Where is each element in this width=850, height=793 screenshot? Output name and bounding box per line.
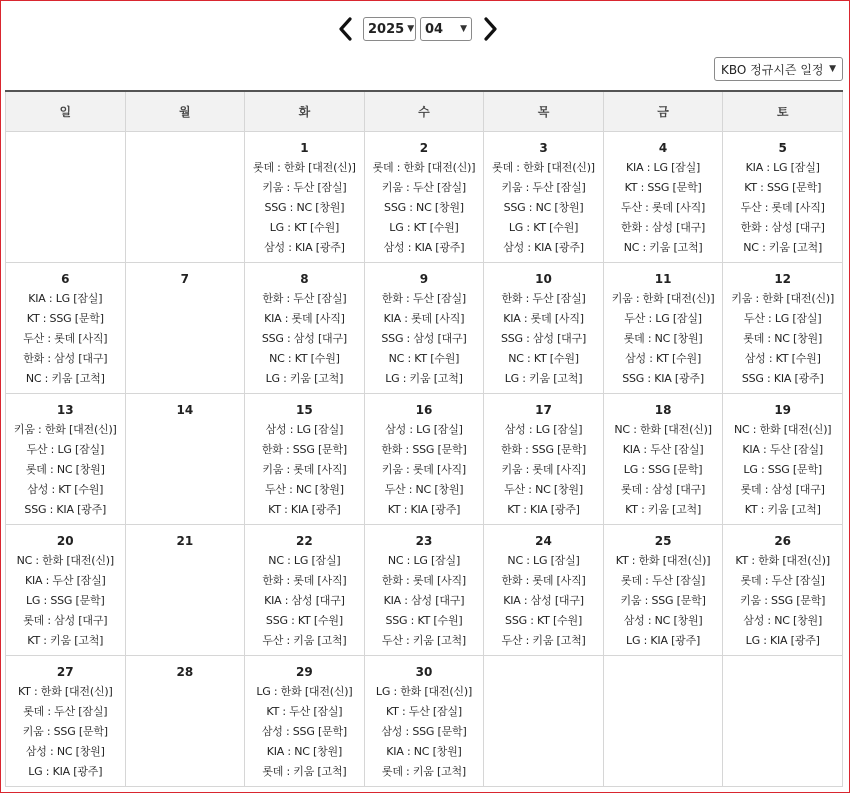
game-matchup: NC : LG [잠실]: [268, 553, 341, 567]
day-number: 27: [56, 664, 74, 679]
game-matchup: 삼성 : NC [창원]: [623, 613, 703, 627]
game-matchup: 두산 : 롯데 [사직]: [740, 200, 825, 214]
game-matchup: 롯데 : 한화 [대전(신)]: [492, 160, 595, 174]
day-number: 6: [61, 271, 70, 286]
game-matchup: 키움 : SSG [문학]: [740, 593, 826, 607]
calendar-day-cell: [723, 524, 843, 655]
game-matchup: 삼성 : LG [잠실]: [504, 422, 583, 436]
game-matchup: 삼성 : LG [잠실]: [265, 422, 344, 436]
game-matchup: 두산 : NC [창원]: [265, 482, 344, 496]
game-matchup: 키움 : 롯데 [사직]: [262, 462, 347, 476]
game-matchup: 한화 : 두산 [잠실]: [501, 291, 586, 305]
game-matchup: 삼성 : KT [수원]: [744, 351, 821, 365]
calendar-week-row: [6, 393, 843, 524]
calendar-day-cell: [484, 262, 604, 393]
day-number: 20: [56, 533, 74, 548]
game-matchup: KIA : 두산 [잠실]: [622, 442, 704, 456]
chevron-down-icon: ▼: [407, 24, 415, 34]
day-number: 13: [56, 402, 74, 417]
game-matchup: NC : KT [수원]: [269, 351, 340, 365]
game-matchup: SSG : 삼성 [대구]: [381, 331, 467, 345]
calendar-day-cell: [364, 524, 484, 655]
game-matchup: 키움 : 롯데 [사직]: [501, 462, 586, 476]
day-number: 19: [774, 402, 792, 417]
game-matchup: 롯데 : 키움 [고척]: [262, 764, 347, 778]
weekday-header-wed: 수: [364, 91, 484, 131]
game-matchup: KIA : 삼성 [대구]: [503, 593, 584, 607]
day-number: 4: [658, 140, 668, 155]
game-matchup: 두산 : LG [잠실]: [743, 311, 822, 325]
game-matchup: 한화 : SSG [문학]: [381, 442, 467, 456]
game-matchup: SSG : 삼성 [대구]: [261, 331, 347, 345]
game-matchup: 한화 : 두산 [잠실]: [381, 291, 467, 305]
calendar-day-cell: [245, 655, 365, 786]
day-number: 11: [654, 271, 672, 286]
game-matchup: NC : KT [수원]: [388, 351, 460, 365]
game-matchup: KIA : LG [잠실]: [626, 160, 701, 174]
calendar-day-cell: [364, 131, 484, 262]
calendar-day-cell: [603, 393, 723, 524]
calendar-day-cell: [6, 262, 126, 393]
day-number: 24: [535, 533, 552, 548]
chevron-down-icon: ▼: [460, 24, 467, 34]
game-matchup: 키움 : SSG [문학]: [620, 593, 706, 607]
game-matchup: NC : 키움 [고척]: [25, 371, 105, 385]
game-matchup: KT : 두산 [잠실]: [266, 704, 343, 718]
weekday-header-sat: 토: [723, 91, 843, 131]
month-navigation: [0, 16, 850, 42]
game-matchup: KIA : 삼성 [대구]: [383, 593, 465, 607]
game-matchup: SSG : KT [수원]: [385, 613, 463, 627]
game-matchup: 두산 : LG [잠실]: [26, 442, 105, 456]
day-number: 14: [176, 402, 194, 417]
day-number: 15: [296, 402, 313, 417]
game-matchup: 두산 : LG [잠실]: [624, 311, 702, 325]
game-matchup: 롯데 : 한화 [대전(신)]: [253, 160, 356, 174]
calendar-empty-cell: [125, 131, 245, 262]
game-matchup: 두산 : 롯데 [사직]: [23, 331, 108, 345]
game-matchup: 키움 : 한화 [대전(신)]: [731, 291, 835, 305]
game-matchup: KT : 한화 [대전(신)]: [735, 553, 830, 567]
game-matchup: 키움 : 두산 [잠실]: [262, 180, 347, 194]
game-matchup: LG : 키움 [고척]: [504, 371, 583, 385]
prev-month-button[interactable]: [335, 16, 357, 42]
game-matchup: 한화 : 롯데 [사직]: [262, 573, 347, 587]
chevron-right-icon: [479, 16, 501, 42]
weekday-header-row: [6, 91, 843, 131]
weekday-header-fri: 금: [603, 91, 723, 131]
game-matchup: KT : SSG [문학]: [744, 180, 822, 194]
calendar-day-cell: [603, 262, 723, 393]
game-matchup: NC : 한화 [대전(신)]: [16, 553, 114, 567]
calendar-day-cell: [125, 655, 245, 786]
game-matchup: 두산 : 키움 [고척]: [381, 633, 467, 647]
game-matchup: 롯데 : 키움 [고척]: [381, 764, 467, 778]
game-matchup: 삼성 : LG [잠실]: [385, 422, 463, 436]
game-matchup: 한화 : 롯데 [사직]: [501, 573, 586, 587]
calendar-table: [5, 90, 843, 787]
game-matchup: SSG : KIA [광주]: [622, 371, 704, 385]
day-number: 3: [539, 140, 548, 155]
game-matchup: 키움 : 두산 [잠실]: [381, 180, 467, 194]
game-matchup: 롯데 : 삼성 [대구]: [621, 482, 706, 496]
game-matchup: NC : LG [잠실]: [507, 553, 580, 567]
day-number: 17: [535, 402, 552, 417]
calendar-day-cell: [245, 393, 365, 524]
calendar-day-cell: [484, 524, 604, 655]
game-matchup: 롯데 : NC [창원]: [743, 331, 823, 345]
game-matchup: KT : SSG [문학]: [624, 180, 702, 194]
game-matchup: KT : KIA [광주]: [387, 502, 461, 516]
day-number: 28: [176, 664, 194, 679]
game-matchup: 삼성 : KT [수원]: [27, 482, 104, 496]
weekday-header-tue: 화: [245, 91, 365, 131]
game-matchup: SSG : KT [수원]: [265, 613, 343, 627]
day-number: 5: [778, 140, 787, 155]
game-matchup: KT : 한화 [대전(신)]: [615, 553, 711, 567]
game-matchup: SSG : KIA [광주]: [741, 371, 824, 385]
day-number: 25: [654, 533, 672, 548]
game-matchup: KT : 두산 [잠실]: [385, 704, 462, 718]
game-matchup: KIA : LG [잠실]: [28, 291, 103, 305]
game-matchup: 롯데 : 두산 [잠실]: [621, 573, 706, 587]
game-matchup: 키움 : 두산 [잠실]: [501, 180, 586, 194]
calendar-week-row: [6, 655, 843, 786]
game-matchup: LG : KT [수원]: [508, 220, 579, 234]
day-number: 23: [415, 533, 433, 548]
game-matchup: 키움 : 한화 [대전(신)]: [13, 422, 117, 436]
day-number: 9: [419, 271, 429, 286]
game-matchup: 삼성 : NC [창원]: [25, 744, 105, 758]
game-matchup: KIA : LG [잠실]: [745, 160, 820, 174]
game-matchup: LG : KIA [광주]: [28, 764, 103, 778]
day-number: 1: [300, 140, 309, 155]
game-matchup: LG : 키움 [고척]: [265, 371, 344, 385]
game-matchup: 삼성 : SSG [문학]: [381, 724, 467, 738]
game-matchup: 롯데 : 두산 [잠실]: [23, 704, 108, 718]
calendar-day-cell: [125, 393, 245, 524]
game-matchup: LG : SSG [문학]: [743, 462, 822, 476]
game-matchup: 키움 : SSG [문학]: [22, 724, 108, 738]
calendar-day-cell: [6, 655, 126, 786]
calendar-day-cell: [484, 393, 604, 524]
game-matchup: LG : SSG [문학]: [25, 593, 105, 607]
calendar-day-cell: [723, 393, 843, 524]
calendar-day-cell: [125, 524, 245, 655]
game-matchup: SSG : KT [수원]: [505, 613, 583, 627]
calendar-week-row: [6, 262, 843, 393]
game-matchup: LG : 키움 [고척]: [385, 371, 463, 385]
chevron-left-icon: [335, 16, 357, 42]
game-matchup: 삼성 : KT [수원]: [625, 351, 702, 365]
game-matchup: 한화 : 삼성 [대구]: [740, 220, 825, 234]
game-matchup: 키움 : 한화 [대전(신)]: [611, 291, 715, 305]
calendar-week-row: [6, 524, 843, 655]
game-matchup: 삼성 : NC [창원]: [743, 613, 823, 627]
game-matchup: 삼성 : KIA [광주]: [503, 240, 584, 254]
game-matchup: KT : KIA [광주]: [507, 502, 580, 516]
day-number: 16: [415, 402, 433, 417]
game-matchup: 삼성 : KIA [광주]: [383, 240, 465, 254]
game-matchup: NC : 키움 [고척]: [743, 240, 823, 254]
calendar-empty-cell: [484, 655, 604, 786]
day-number: 10: [535, 271, 552, 286]
calendar-day-cell: [723, 131, 843, 262]
weekday-header-thu: 목: [484, 91, 604, 131]
game-matchup: 두산 : 키움 [고척]: [262, 633, 347, 647]
chevron-down-icon: ▼: [829, 64, 836, 74]
calendar-body: [6, 131, 843, 786]
day-number: 29: [296, 664, 313, 679]
day-number: 30: [415, 664, 433, 679]
game-matchup: 두산 : NC [창원]: [504, 482, 583, 496]
calendar-day-cell: [364, 262, 484, 393]
game-matchup: SSG : NC [창원]: [384, 200, 464, 214]
game-matchup: LG : 한화 [대전(신)]: [375, 684, 473, 698]
game-matchup: 롯데 : NC [창원]: [25, 462, 105, 476]
calendar-day-cell: [245, 524, 365, 655]
day-number: 2: [419, 140, 429, 155]
game-matchup: SSG : 삼성 [대구]: [500, 331, 587, 345]
calendar-day-cell: [603, 524, 723, 655]
schedule-type-value: KBO 정규시즌 일정: [721, 62, 824, 77]
day-number: 26: [774, 533, 792, 548]
game-matchup: LG : KIA [광주]: [626, 633, 701, 647]
year-select-value: 2025: [368, 21, 405, 37]
game-matchup: KT : 키움 [고척]: [744, 502, 821, 516]
game-matchup: 두산 : 롯데 [사직]: [621, 200, 706, 214]
game-matchup: SSG : NC [창원]: [503, 200, 584, 214]
game-matchup: KIA : NC [창원]: [266, 744, 343, 758]
game-matchup: NC : LG [잠실]: [387, 553, 461, 567]
year-select[interactable]: [363, 17, 416, 41]
day-number: 7: [180, 271, 190, 286]
game-matchup: 두산 : NC [창원]: [384, 482, 464, 496]
calendar-empty-cell: [603, 655, 723, 786]
game-matchup: LG : KT [수원]: [389, 220, 459, 234]
game-matchup: KT : KIA [광주]: [268, 502, 341, 516]
game-matchup: KIA : 두산 [잠실]: [742, 442, 824, 456]
game-matchup: 키움 : 롯데 [사직]: [381, 462, 467, 476]
game-matchup: KT : SSG [문학]: [26, 311, 104, 325]
game-matchup: 한화 : SSG [문학]: [261, 442, 347, 456]
game-matchup: 한화 : SSG [문학]: [500, 442, 587, 456]
game-matchup: 한화 : 롯데 [사직]: [381, 573, 467, 587]
calendar-day-cell: [603, 131, 723, 262]
calendar-week-row: [6, 131, 843, 262]
game-matchup: 두산 : 키움 [고척]: [501, 633, 586, 647]
calendar-day-cell: [364, 655, 484, 786]
calendar-day-cell: [364, 393, 484, 524]
weekday-header-sun: 일: [6, 91, 126, 131]
calendar-day-cell: [6, 393, 126, 524]
game-matchup: KIA : 삼성 [대구]: [264, 593, 345, 607]
game-matchup: KIA : 롯데 [사직]: [383, 311, 465, 325]
day-number: 22: [296, 533, 313, 548]
weekday-header-mon: 월: [125, 91, 245, 131]
calendar-empty-cell: [723, 655, 843, 786]
game-matchup: KIA : 두산 [잠실]: [24, 573, 106, 587]
game-matchup: NC : 한화 [대전(신)]: [733, 422, 832, 436]
game-matchup: 롯데 : 두산 [잠실]: [740, 573, 825, 587]
calendar-day-cell: [245, 131, 365, 262]
day-number: 21: [176, 533, 194, 548]
game-matchup: LG : KIA [광주]: [745, 633, 820, 647]
game-matchup: 한화 : 삼성 [대구]: [621, 220, 706, 234]
calendar-day-cell: [125, 262, 245, 393]
game-matchup: 삼성 : SSG [문학]: [261, 724, 347, 738]
calendar-day-cell: [6, 524, 126, 655]
day-number: 18: [654, 402, 672, 417]
game-matchup: LG : SSG [문학]: [623, 462, 703, 476]
game-matchup: KIA : 롯데 [사직]: [264, 311, 345, 325]
game-matchup: KT : 키움 [고척]: [625, 502, 702, 516]
game-matchup: KT : 한화 [대전(신)]: [17, 684, 113, 698]
game-matchup: 한화 : 두산 [잠실]: [262, 291, 347, 305]
game-matchup: SSG : NC [창원]: [264, 200, 345, 214]
game-matchup: LG : KT [수원]: [269, 220, 340, 234]
calendar-day-cell: [484, 131, 604, 262]
game-matchup: SSG : KIA [광주]: [24, 502, 107, 516]
game-matchup: 삼성 : KIA [광주]: [264, 240, 345, 254]
calendar-day-cell: [723, 262, 843, 393]
calendar-empty-cell: [6, 131, 126, 262]
game-matchup: NC : KT [수원]: [508, 351, 579, 365]
game-matchup: NC : 한화 [대전(신)]: [614, 422, 712, 436]
game-matchup: KIA : NC [창원]: [386, 744, 462, 758]
month-select[interactable]: [420, 17, 472, 41]
schedule-type-select[interactable]: [714, 57, 843, 81]
day-number: 8: [300, 271, 309, 286]
game-matchup: 한화 : 삼성 [대구]: [23, 351, 108, 365]
game-matchup: 롯데 : 한화 [대전(신)]: [372, 160, 476, 174]
game-matchup: 롯데 : NC [창원]: [623, 331, 703, 345]
game-matchup: 롯데 : 삼성 [대구]: [740, 482, 825, 496]
game-matchup: KT : 키움 [고척]: [27, 633, 104, 647]
next-month-button[interactable]: [479, 16, 501, 42]
day-number: 12: [774, 271, 792, 286]
game-matchup: NC : 키움 [고척]: [623, 240, 703, 254]
game-matchup: 롯데 : 삼성 [대구]: [23, 613, 108, 627]
calendar-day-cell: [245, 262, 365, 393]
game-matchup: KIA : 롯데 [사직]: [503, 311, 584, 325]
game-matchup: LG : 한화 [대전(신)]: [256, 684, 353, 698]
month-select-value: 04: [425, 21, 444, 37]
